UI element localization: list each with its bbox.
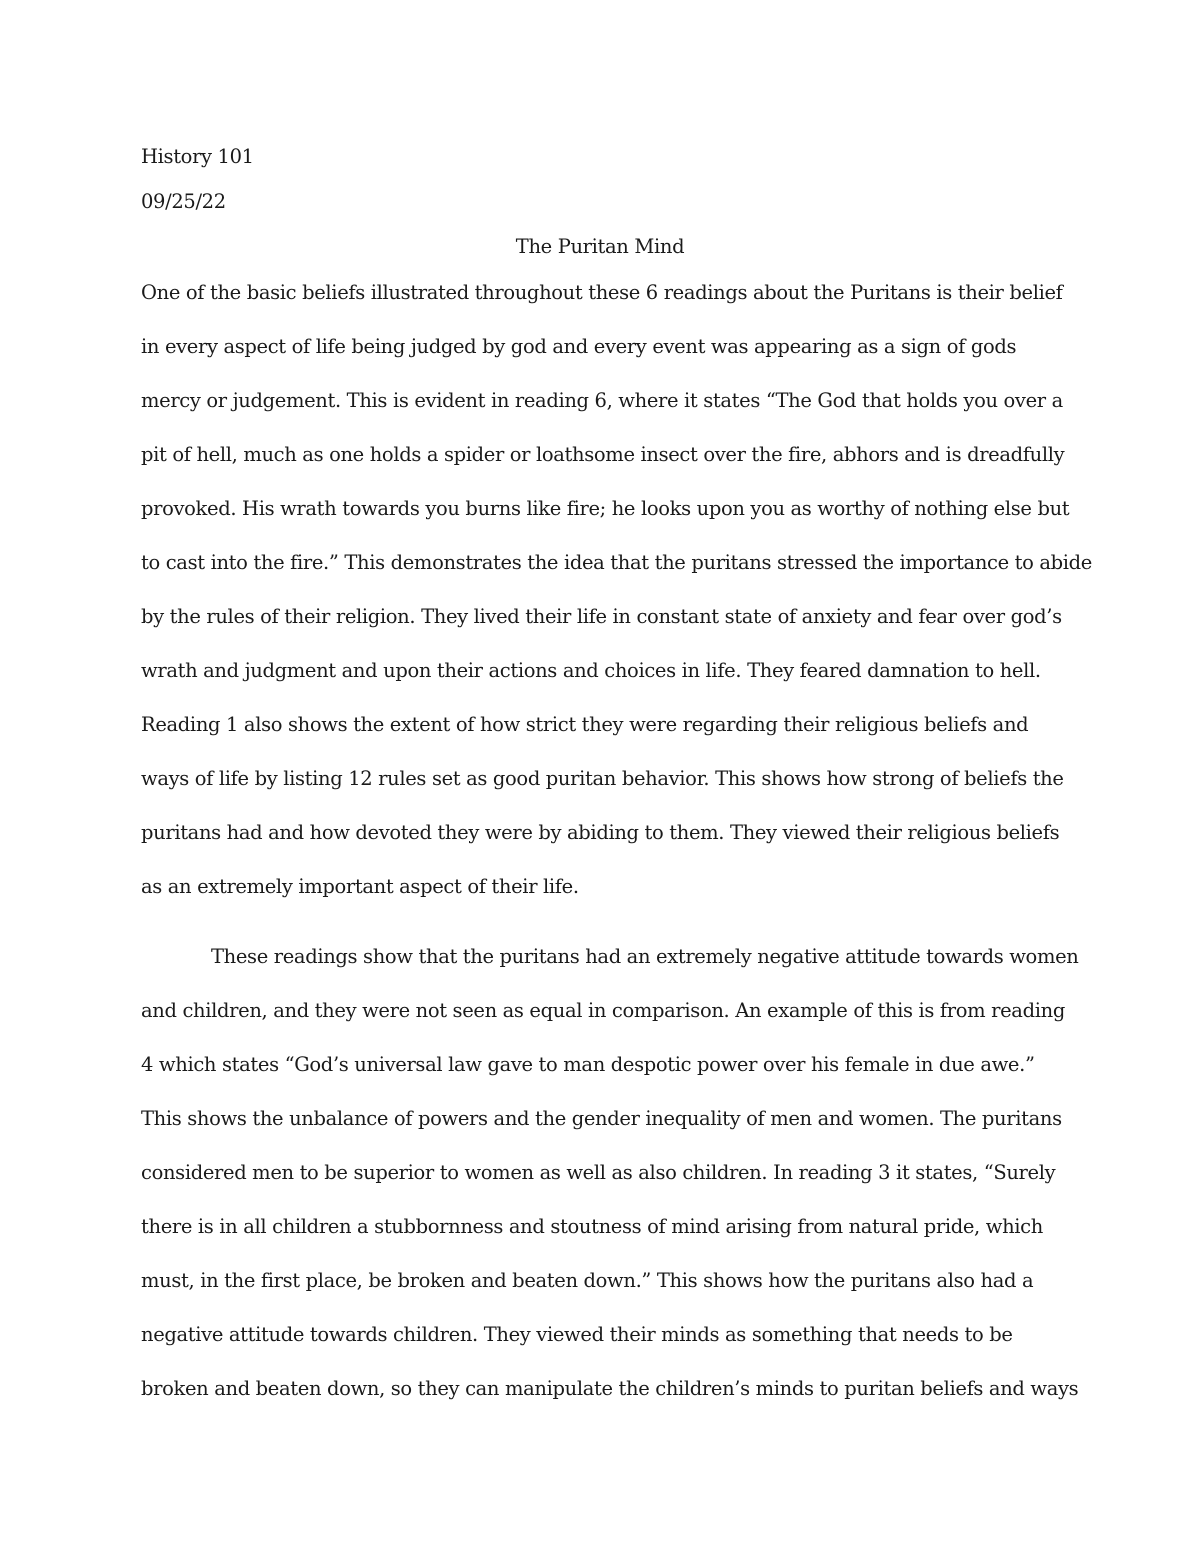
text-line: puritans had and how devoted they were by abiding to them. They viewed their religious beliefs [141, 821, 1060, 844]
text-line: One of the basic beliefs illustrated throughout these 6 readings about the Puritans is their belief [141, 281, 1063, 304]
text-line: These readings show that the puritans had an extremely negative attitude towards women [211, 945, 1079, 968]
essay-title: The Puritan Mind [515, 235, 685, 258]
text-line: This shows the unbalance of powers and the gender inequality of men and women. The puritans [141, 1107, 1062, 1130]
text-line: provoked. His wrath towards you burns like fire; he looks upon you as worthy of nothing else but [141, 497, 1070, 520]
text-line: wrath and judgment and upon their actions and choices in life. They feared damnation to hell. [141, 659, 1041, 682]
text-line: considered men to be superior to women as well as also children. In reading 3 it states, “Surely [141, 1161, 1056, 1184]
text-line: mercy or judgement. This is evident in reading 6, where it states “The God that holds you over a [141, 389, 1063, 412]
text-line: negative attitude towards children. They viewed their minds as something that needs to be [141, 1323, 1013, 1346]
document-date: 09/25/22 [141, 190, 226, 213]
course-name: History 101 [141, 145, 254, 168]
text-line: 4 which states “God’s universal law gave to man despotic power over his female in due awe.” [141, 1053, 1035, 1076]
text-line: to cast into the fire.” This demonstrates the idea that the puritans stressed the importance to abide [141, 551, 1092, 574]
text-line: pit of hell, much as one holds a spider or loathsome insect over the fire, abhors and is dreadfully [141, 443, 1065, 466]
text-line: and children, and they were not seen as equal in comparison. An example of this is from reading [141, 999, 1065, 1022]
text-line: broken and beaten down, so they can manipulate the children’s minds to puritan beliefs and ways [141, 1377, 1079, 1400]
text-line: Reading 1 also shows the extent of how strict they were regarding their religious beliefs and [141, 713, 1029, 736]
text-line: by the rules of their religion. They lived their life in constant state of anxiety and fear over god’s [141, 605, 1062, 628]
text-line: ways of life by listing 12 rules set as good puritan behavior. This shows how strong of beliefs the [141, 767, 1064, 790]
text-line: must, in the first place, be broken and beaten down.” This shows how the puritans also had a [141, 1269, 1034, 1292]
text-line: as an extremely important aspect of their life. [141, 875, 579, 898]
text-line: there is in all children a stubbornness and stoutness of mind arising from natural pride, which [141, 1215, 1043, 1238]
text-line: in every aspect of life being judged by god and every event was appearing as a sign of gods [141, 335, 1017, 358]
